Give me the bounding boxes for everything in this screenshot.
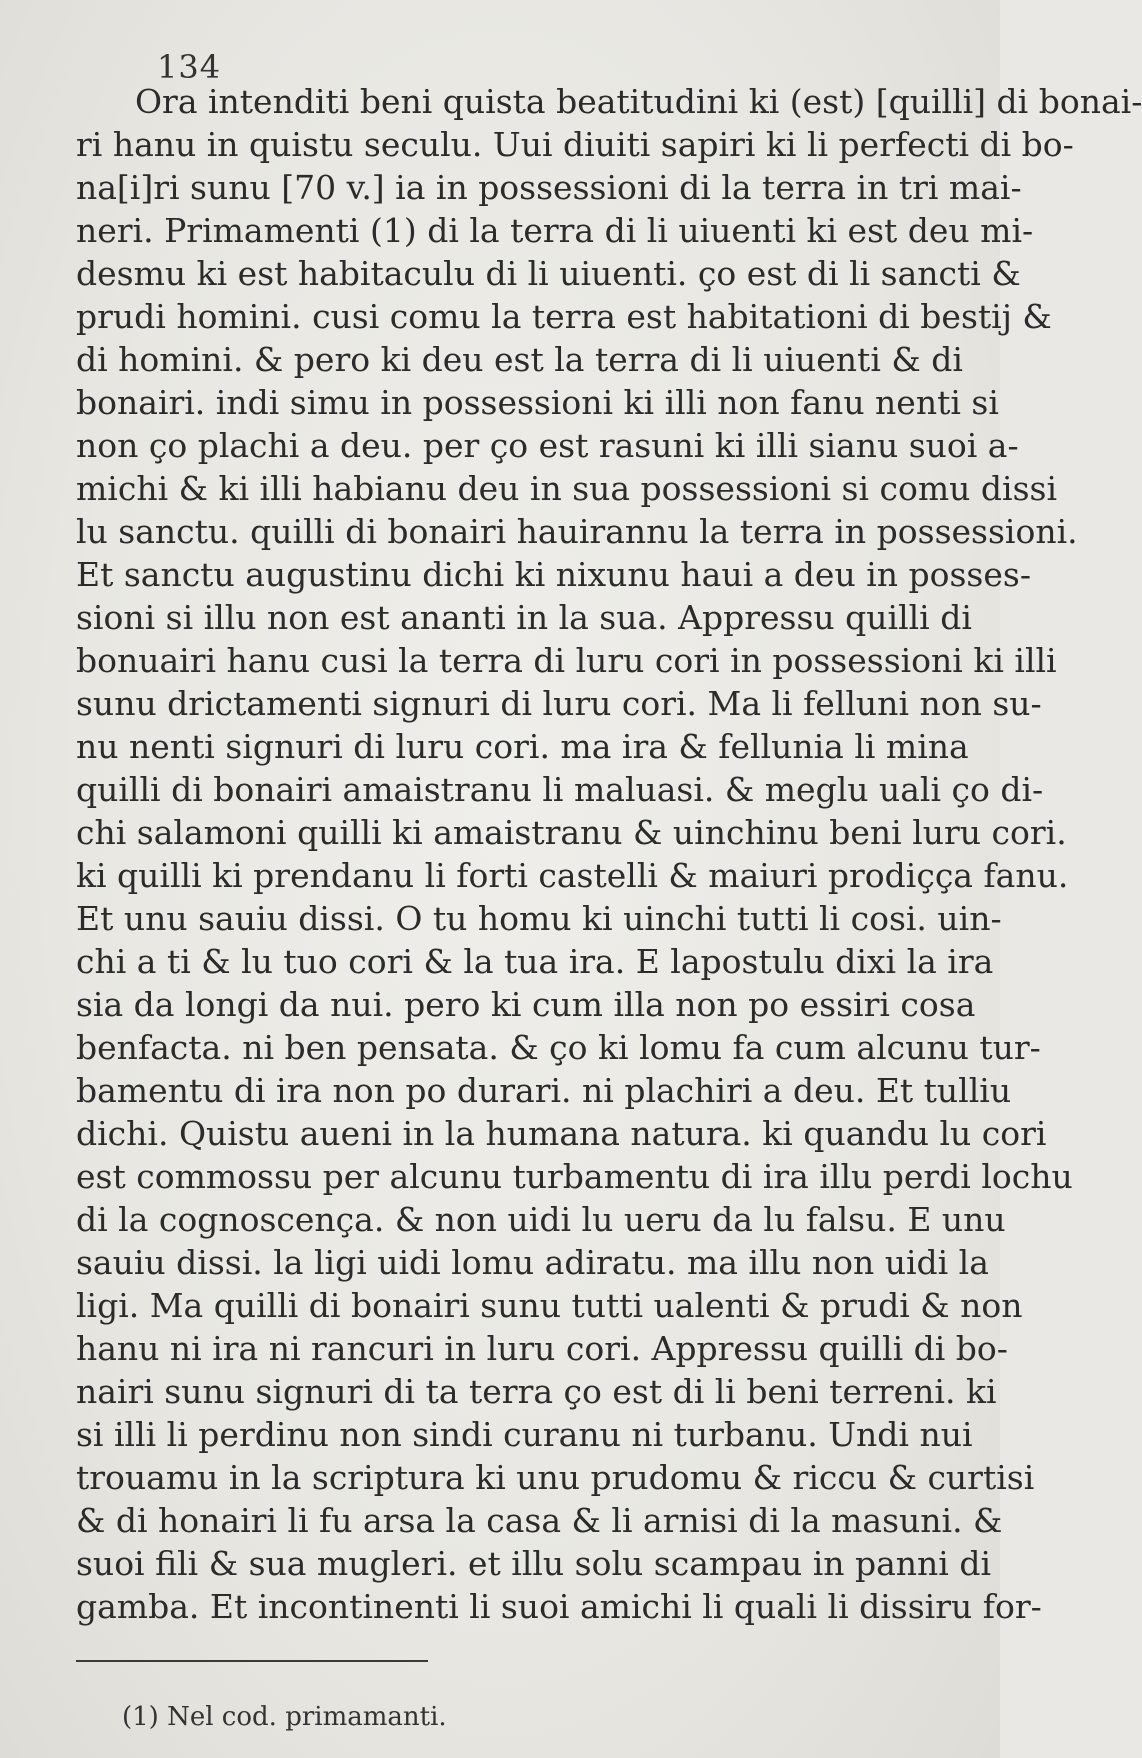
- text-line: Et sanctu augustinu dichi ki nixunu haui a deu in posses-: [76, 555, 1031, 594]
- text-line: gamba. Et incontinenti li suoi amichi li quali li dissiru for-: [76, 1587, 1042, 1626]
- text-line: est commossu per alcunu turbamentu di ira illu perdi lochu: [76, 1157, 1073, 1196]
- text-line: Ora intenditi beni quista beatitudini ki (est) [quilli] di bonai-: [135, 82, 1142, 121]
- text-line: benfacta. ni ben pensata. & ço ki lomu fa cum alcunu tur-: [76, 1028, 1041, 1067]
- text-line: suoi fili & sua mugleri. et illu solu scampau in panni di: [76, 1544, 992, 1583]
- text-line: prudi homini. cusi comu la terra est habitationi di bestij &: [76, 297, 1052, 336]
- text-line: non ço plachi a deu. per ço est rasuni ki illi sianu suoi a-: [76, 426, 1019, 465]
- text-line: nu nenti signuri di luru cori. ma ira & fellunia li mina: [76, 727, 969, 766]
- text-line: dichi. Quistu aueni in la humana natura. ki quandu lu cori: [76, 1114, 1047, 1153]
- text-line: si illi li perdinu non sindi curanu ni turbanu. Undi nui: [76, 1415, 973, 1454]
- text-line: & di honairi li fu arsa la casa & li arnisi di la masuni. &: [76, 1501, 1003, 1540]
- page-number: 134: [157, 48, 222, 86]
- text-line: lu sanctu. quilli di bonairi hauirannu la terra in possessioni.: [76, 512, 1078, 551]
- text-line: trouamu in la scriptura ki unu prudomu & riccu & curtisi: [76, 1458, 1035, 1497]
- text-line: bonuairi hanu cusi la terra di luru cori in possessioni ki illi: [76, 641, 1057, 680]
- text-line: bamentu di ira non po durari. ni plachiri a deu. Et tulliu: [76, 1071, 1012, 1110]
- text-line: sia da longi da nui. pero ki cum illa non po essiri cosa: [76, 985, 976, 1024]
- text-line: neri. Primamenti (1) di la terra di li uiuenti ki est deu mi-: [76, 211, 1034, 250]
- text-line: ki quilli ki prendanu li forti castelli & maiuri prodiçça fanu.: [76, 856, 1069, 895]
- text-line: bonairi. indi simu in possessioni ki illi non fanu nenti si: [76, 383, 999, 422]
- text-line: ligi. Ma quilli di bonairi sunu tutti ualenti & prudi & non: [76, 1286, 1023, 1325]
- text-line: chi a ti & lu tuo cori & la tua ira. E lapostulu dixi la ira: [76, 942, 994, 981]
- text-line: ri hanu in quistu seculu. Uui diuiti sapiri ki li perfecti di bo-: [76, 125, 1074, 164]
- text-line: chi salamoni quilli ki amaistranu & uinchinu beni luru cori.: [76, 813, 1067, 852]
- text-line: quilli di bonairi amaistranu li maluasi. & meglu uali ço di-: [76, 770, 1044, 809]
- footnote: (1) Nel cod. primamanti.: [122, 1702, 447, 1732]
- text-line: di homini. & pero ki deu est la terra di li uiuenti & di: [76, 340, 963, 379]
- text-line: hanu ni ira ni rancuri in luru cori. Appressu quilli di bo-: [76, 1329, 1008, 1368]
- text-line: nairi sunu signuri di ta terra ço est di li beni terreni. ki: [76, 1372, 997, 1411]
- text-line: sioni si illu non est ananti in la sua. Appressu quilli di: [76, 598, 972, 637]
- text-line: na[i]ri sunu [70 v.] ia in possessioni di la terra in tri mai-: [76, 168, 1022, 207]
- text-line: michi & ki illi habianu deu in sua possessioni si comu dissi: [76, 469, 1058, 508]
- text-line: desmu ki est habitaculu di li uiuenti. ço est di li sancti &: [76, 254, 1021, 293]
- text-line: Et unu sauiu dissi. O tu homu ki uinchi tutti li cosi. uin-: [76, 899, 1002, 938]
- text-line: sunu drictamenti signuri di luru cori. Ma li felluni non su-: [76, 684, 1042, 723]
- footnote-rule: [76, 1660, 428, 1662]
- text-line: di la cognoscença. & non uidi lu ueru da lu falsu. E unu: [76, 1200, 1006, 1239]
- text-line: sauiu dissi. la ligi uidi lomu adiratu. ma illu non uidi la: [76, 1243, 989, 1282]
